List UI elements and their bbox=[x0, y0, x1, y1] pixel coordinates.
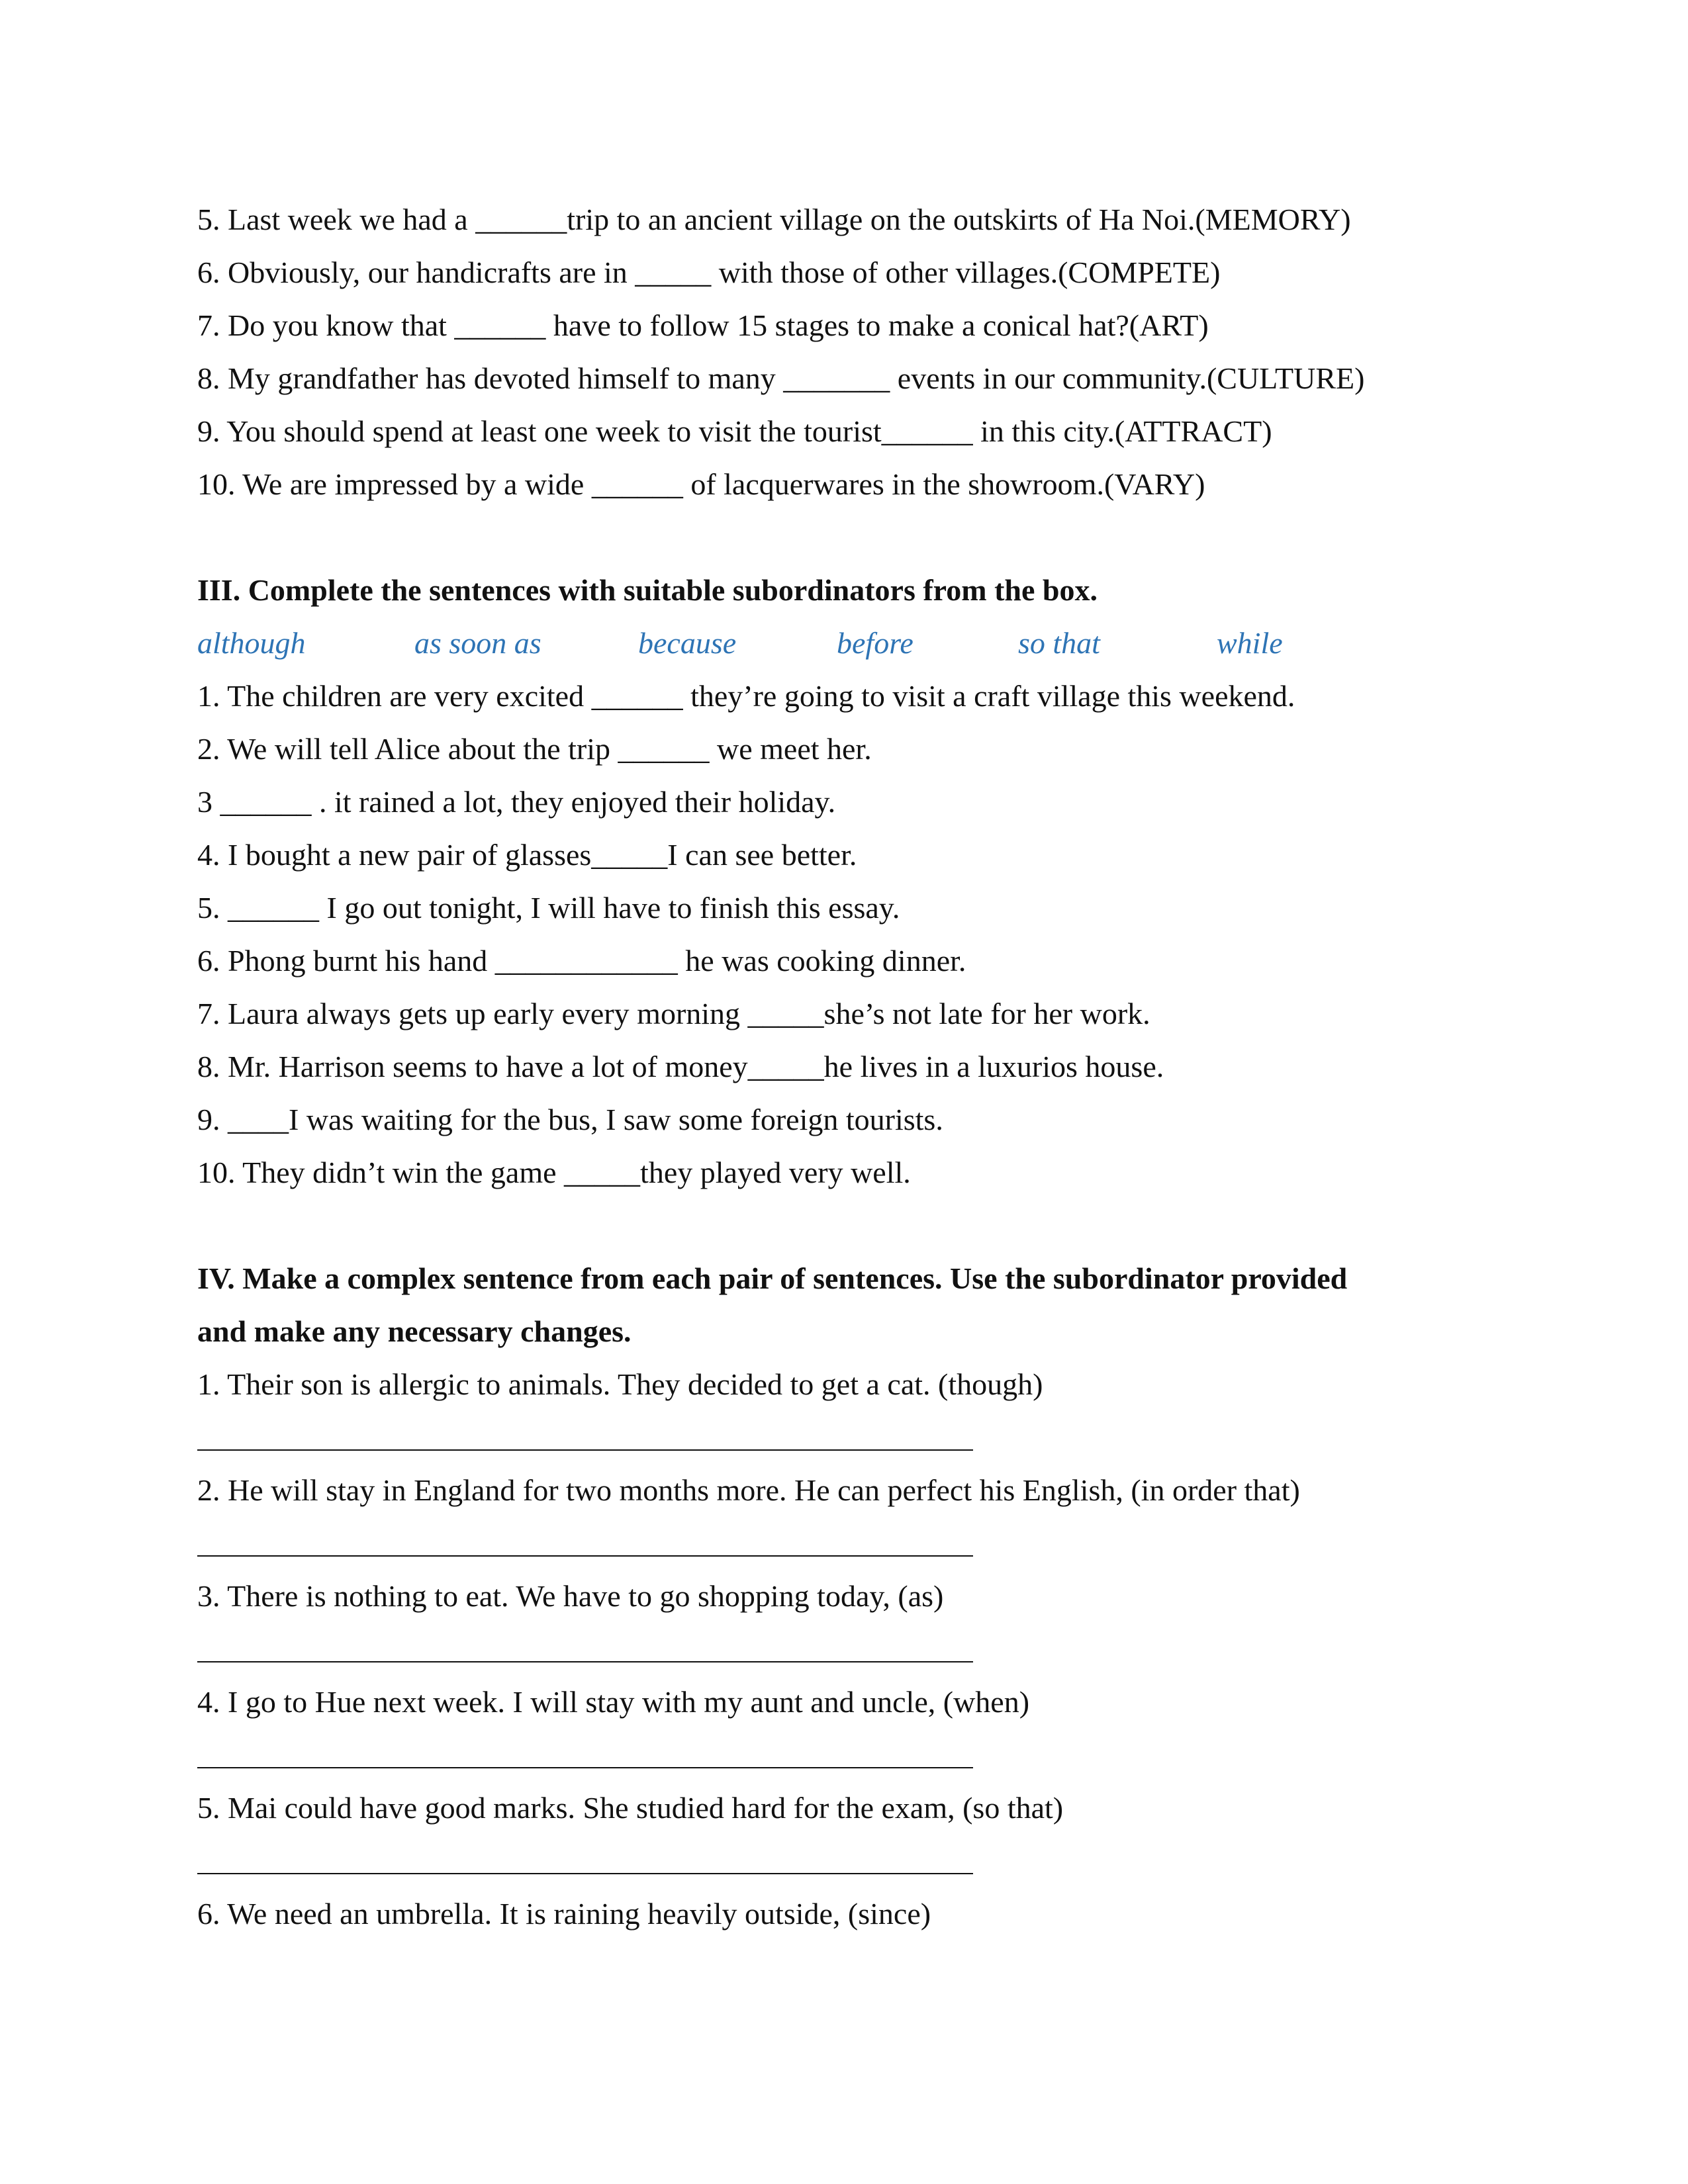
worksheet-content bbox=[197, 193, 1495, 1940]
section-subordinators bbox=[197, 564, 1495, 1199]
section-complex-sentences bbox=[197, 1252, 1495, 1940]
exercise-item: 6. We need an umbrella. It is raining heavily outside, (since) bbox=[197, 1897, 931, 1931]
box-word: so that bbox=[1018, 626, 1100, 660]
answer-rule bbox=[197, 1661, 973, 1662]
exercise-item: 10. They didn’t win the game _____they played very well. bbox=[197, 1156, 911, 1189]
spacer bbox=[197, 511, 1495, 564]
answer-rule bbox=[197, 1449, 973, 1451]
exercise-item: 1. Their son is allergic to animals. They decided to get a cat. (though) bbox=[197, 1367, 1043, 1401]
exercise-item: 2. He will stay in England for two months more. He can perfect his English, (in order that) bbox=[197, 1473, 1300, 1507]
spacer bbox=[197, 1199, 1495, 1252]
exercise-item: 2. We will tell Alice about the trip ______ we meet her. bbox=[197, 732, 872, 766]
answer-rule bbox=[197, 1873, 973, 1874]
exercise-item: 5. Last week we had a ______trip to an ancient village on the outskirts of Ha Noi.(MEMORY) bbox=[197, 203, 1351, 236]
exercise-item: 4. I bought a new pair of glasses_____I can see better. bbox=[197, 838, 857, 872]
exercise-item: 4. I go to Hue next week. I will stay with my aunt and uncle, (when) bbox=[197, 1685, 1030, 1719]
exercise-item: 9. You should spend at least one week to visit the tourist______ in this city.(ATTRACT) bbox=[197, 414, 1272, 448]
answer-line[interactable] bbox=[197, 1411, 1495, 1464]
section-heading-continued: and make any necessary changes. bbox=[197, 1314, 632, 1348]
box-word: as soon as bbox=[414, 626, 541, 660]
exercise-item: 5. ______ I go out tonight, I will have to finish this essay. bbox=[197, 891, 900, 925]
exercise-item: 7. Laura always gets up early every morning _____she’s not late for her work. bbox=[197, 997, 1150, 1030]
exercise-item: 8. Mr. Harrison seems to have a lot of money_____he lives in a luxurios house. bbox=[197, 1050, 1164, 1083]
exercise-item: 1. The children are very excited ______ they’re going to visit a craft village this weekend. bbox=[197, 679, 1295, 713]
exercise-item: 9. ____I was waiting for the bus, I saw some foreign tourists. bbox=[197, 1103, 943, 1136]
box-word: while bbox=[1217, 626, 1283, 660]
exercise-item: 7. Do you know that ______ have to follow 15 stages to make a conical hat?(ART) bbox=[197, 308, 1209, 342]
answer-line[interactable] bbox=[197, 1517, 1495, 1570]
exercise-item: 5. Mai could have good marks. She studied hard for the exam, (so that) bbox=[197, 1791, 1064, 1825]
exercise-item: 8. My grandfather has devoted himself to many _______ events in our community.(CULTURE) bbox=[197, 361, 1365, 395]
section-word-formation bbox=[197, 193, 1495, 511]
exercise-item: 3. There is nothing to eat. We have to go shopping today, (as) bbox=[197, 1579, 944, 1613]
answer-rule bbox=[197, 1767, 973, 1768]
answer-line[interactable] bbox=[197, 1729, 1495, 1782]
section-heading: IV. Make a complex sentence from each pair of sentences. Use the subordinator provided bbox=[197, 1261, 1348, 1295]
box-word: before bbox=[837, 626, 914, 660]
exercise-item: 10. We are impressed by a wide ______ of lacquerwares in the showroom.(VARY) bbox=[197, 467, 1205, 501]
word-box bbox=[197, 617, 1495, 670]
exercise-item: 6. Obviously, our handicrafts are in _____ with those of other villages.(COMPETE) bbox=[197, 255, 1221, 289]
exercise-item: 6. Phong burnt his hand ____________ he was cooking dinner. bbox=[197, 944, 966, 978]
answer-rule bbox=[197, 1555, 973, 1557]
answer-line[interactable] bbox=[197, 1835, 1495, 1888]
section-heading: III. Complete the sentences with suitable subordinators from the box. bbox=[197, 573, 1098, 607]
exercise-item: 3 ______ . it rained a lot, they enjoyed their holiday. bbox=[197, 785, 836, 819]
box-word: because bbox=[638, 626, 737, 660]
box-word: although bbox=[197, 626, 306, 660]
answer-line[interactable] bbox=[197, 1623, 1495, 1676]
